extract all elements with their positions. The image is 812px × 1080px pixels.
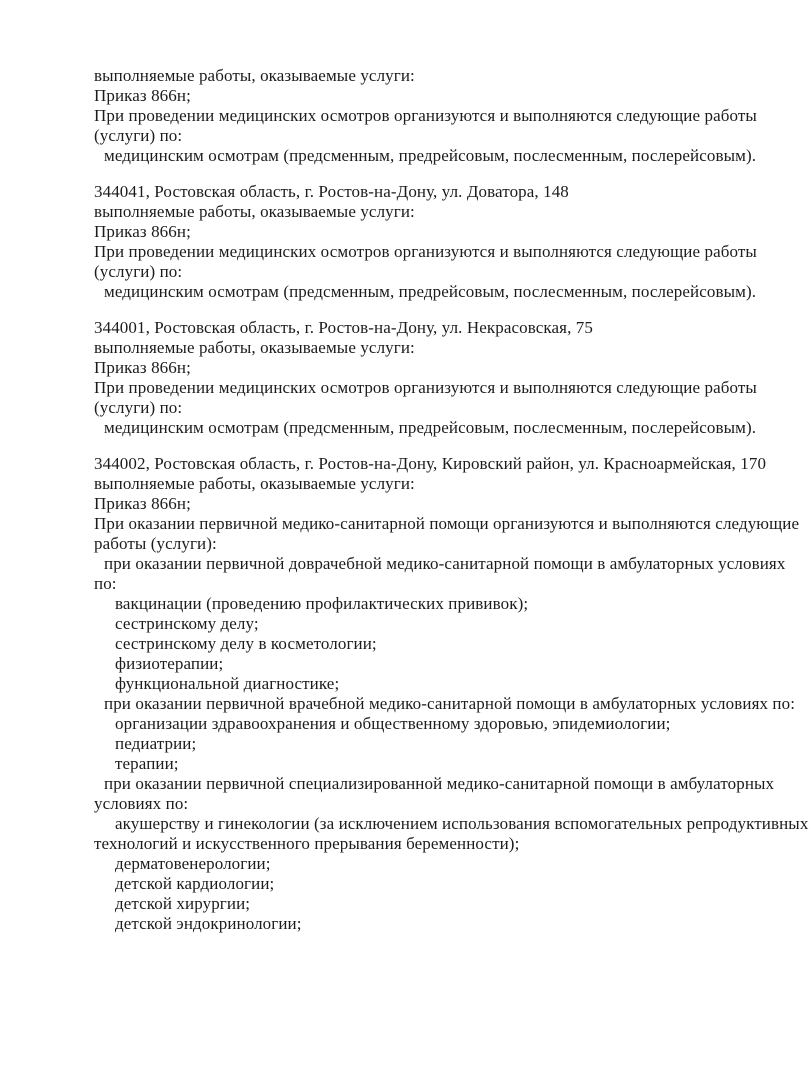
text-line: физиотерапии; xyxy=(115,654,224,673)
text-line: (услуги) по: xyxy=(94,126,183,145)
text-line: (услуги) по: xyxy=(94,262,183,281)
text-line: выполняемые работы, оказываемые услуги: xyxy=(94,338,415,357)
address-line: 344041, Ростовская область, г. Ростов-на-Дону, ул. Доватора, 148 xyxy=(94,182,569,201)
text-line: Приказ 866н; xyxy=(94,494,191,513)
text-line: Приказ 866н; xyxy=(94,358,191,377)
text-line: при оказании первичной доврачебной медико-санитарной помощи в амбулаторных условиях xyxy=(104,554,786,573)
text-line: детской эндокринологии; xyxy=(115,914,302,933)
text-line: медицинским осмотрам (предсменным, предрейсовым, послесменным, послерейсовым). xyxy=(104,146,757,165)
text-line: При проведении медицинских осмотров организуются и выполняются следующие работы xyxy=(94,378,757,397)
text-line: Приказ 866н; xyxy=(94,222,191,241)
text-line: дерматовенерологии; xyxy=(115,854,271,873)
text-line: медицинским осмотрам (предсменным, предрейсовым, послесменным, послерейсовым). xyxy=(104,282,757,301)
license-section-4 xyxy=(94,454,809,934)
text-line: при оказании первичной специализированной медико-санитарной помощи в амбулаторных xyxy=(104,774,775,793)
text-line: выполняемые работы, оказываемые услуги: xyxy=(94,474,415,493)
text-line: детской хирургии; xyxy=(115,894,251,913)
text-line: Приказ 866н; xyxy=(94,86,191,105)
text-line: сестринскому делу в косметологии; xyxy=(115,634,377,653)
license-section-2 xyxy=(94,182,794,302)
license-section-3 xyxy=(94,318,794,438)
text-line: выполняемые работы, оказываемые услуги: xyxy=(94,202,415,221)
text-line: выполняемые работы, оказываемые услуги: xyxy=(94,66,415,85)
text-line: акушерству и гинекологии (за исключением использования вспомогательных репродуктивных xyxy=(115,814,809,833)
license-section-1 xyxy=(94,66,794,166)
text-line: условиях по: xyxy=(94,794,189,813)
text-line: детской кардиологии; xyxy=(115,874,275,893)
text-line: работы (услуги): xyxy=(94,534,217,553)
text-line: при оказании первичной врачебной медико-санитарной помощи в амбулаторных условиях по: xyxy=(104,694,796,713)
text-line: организации здравоохранения и общественному здоровью, эпидемиологии; xyxy=(115,714,671,733)
text-line: медицинским осмотрам (предсменным, предрейсовым, послесменным, послерейсовым). xyxy=(104,418,757,437)
text-line: терапии; xyxy=(115,754,179,773)
text-line: сестринскому делу; xyxy=(115,614,259,633)
text-line: функциональной диагностике; xyxy=(115,674,340,693)
text-line: вакцинации (проведению профилактических прививок); xyxy=(115,594,529,613)
text-line: (услуги) по: xyxy=(94,398,183,417)
text-line: педиатрии; xyxy=(115,734,197,753)
text-line: При оказании первичной медико-санитарной помощи организуются и выполняются следующие xyxy=(94,514,800,533)
text-line: При проведении медицинских осмотров организуются и выполняются следующие работы xyxy=(94,106,757,125)
address-line: 344002, Ростовская область, г. Ростов-на-Дону, Кировский район, ул. Красноармейская, 170 xyxy=(94,454,767,473)
text-line: технологий и искусственного прерывания беременности); xyxy=(94,834,520,853)
address-line: 344001, Ростовская область, г. Ростов-на-Дону, ул. Некрасовская, 75 xyxy=(94,318,593,337)
text-line: При проведении медицинских осмотров организуются и выполняются следующие работы xyxy=(94,242,757,261)
text-line: по: xyxy=(94,574,117,593)
